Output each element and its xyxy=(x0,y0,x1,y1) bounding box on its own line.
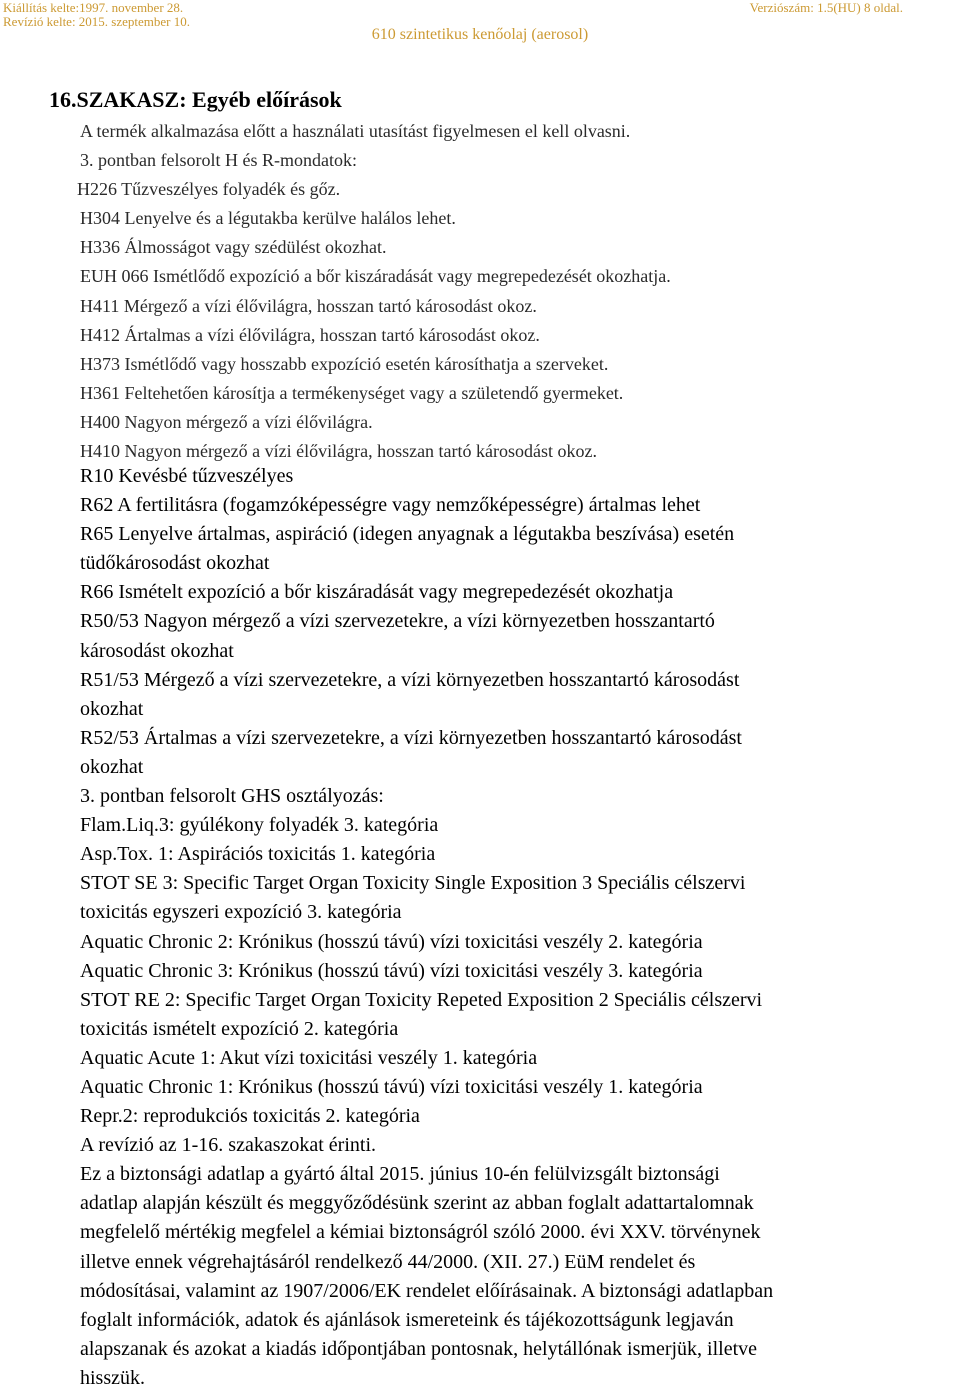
version-info: Verziószám: 1.5(HU) 8 oldal. xyxy=(749,0,903,15)
text-line: STOT RE 2: Specific Target Organ Toxicity Repeted Exposition 2 Speciális célszervi xyxy=(80,988,763,1011)
statement-line: H411 Mérgező a vízi élővilágra, hosszan tartó károsodást okoz. xyxy=(80,295,537,316)
text-line: toxicitás egyszeri expozíció 3. kategória xyxy=(80,901,402,924)
text-line: módosításai, valamint az 1907/2006/EK rendelet előírásainak. A biztonsági adatlapban xyxy=(80,1279,774,1302)
statement-line: H373 Ismétlődő vagy hosszabb expozíció esetén károsíthatja a szerveket. xyxy=(80,353,609,374)
text-line: R50/53 Nagyon mérgező a vízi szervezetekre, a vízi környezetben hosszantartó xyxy=(80,610,715,633)
text-line: 3. pontban felsorolt GHS osztályozás: xyxy=(80,785,384,808)
text-line: Flam.Liq.3: gyúlékony folyadék 3. kategória xyxy=(80,814,439,837)
text-line: Aquatic Chronic 3: Krónikus (hosszú távú) vízi toxicitási veszély 3. kategória xyxy=(80,959,703,982)
text-line: Repr.2: reprodukciós toxicitás 2. kategória xyxy=(80,1105,420,1128)
text-line: Aquatic Acute 1: Akut vízi toxicitási veszély 1. kategória xyxy=(80,1046,538,1069)
product-name: 610 szintetikus kenőolaj (aerosol) xyxy=(371,26,589,43)
main-text xyxy=(80,462,955,1393)
statement-line: H410 Nagyon mérgező a vízi élővilágra, hosszan tartó károsodást okoz. xyxy=(80,441,598,462)
text-line: R10 Kevésbé tűzveszélyes xyxy=(80,465,294,487)
statement-line: H304 Lenyelve és a légutakba kerülve halálos lehet. xyxy=(80,208,456,229)
text-line: R62 A fertilitásra (fogamzóképességre vagy nemzőképességre) ártalmas lehet xyxy=(80,494,701,517)
text-line: okozhat xyxy=(80,697,144,720)
statement-line: H400 Nagyon mérgező a vízi élővilágra. xyxy=(80,411,373,432)
text-line: károsodást okozhat xyxy=(80,639,234,662)
text-line: foglalt információk, adatok és ajánlások ismereteink és tájékozottságunk legjaván xyxy=(80,1308,734,1331)
text-line: A revízió az 1-16. szakaszokat érinti. xyxy=(80,1134,376,1157)
statement-line: H412 Ártalmas a vízi élővilágra, hosszan tartó károsodást okoz. xyxy=(80,324,540,345)
text-line: okozhat xyxy=(80,755,144,778)
text-line: R51/53 Mérgező a vízi szervezetekre, a vízi környezetben hosszantartó károsodást xyxy=(80,668,740,691)
text-line: R66 Ismételt expozíció a bőr kiszáradását vagy megrepedezését okozhatja xyxy=(80,581,674,604)
text-line: illetve ennek végrehajtásáról rendelkező 44/2000. (XII. 27.) EüM rendelet és xyxy=(80,1250,696,1273)
text-line: toxicitás ismételt expozíció 2. kategória xyxy=(80,1017,399,1040)
issue-date: Kiállítás kelte:1997. november 28. xyxy=(3,0,184,15)
text-line: Aquatic Chronic 2: Krónikus (hosszú távú) vízi toxicitási veszély 2. kategória xyxy=(80,930,703,953)
text-line: Asp.Tox. 1: Aspirációs toxicitás 1. kategória xyxy=(80,843,436,866)
text-line: tüdőkárosodást okozhat xyxy=(80,552,270,575)
text-line: Ez a biztonsági adatlap a gyártó által 2015. június 10-én felülvizsgált biztonsági xyxy=(80,1163,720,1186)
text-line: hisszük. xyxy=(80,1366,145,1389)
statement-line: H336 Álmosságot vagy szédülést okozhat. xyxy=(80,237,387,258)
text-line: adatlap alapján készült és meggyőződésünk szerint az abban foglalt adattartalomnak xyxy=(80,1192,754,1215)
statement-line: A termék alkalmazása előtt a használati utasítást figyelmesen el kell olvasni. xyxy=(80,121,631,141)
statement-line: H226 Tűzveszélyes folyadék és gőz. xyxy=(77,179,341,200)
text-line: Aquatic Chronic 1: Krónikus (hosszú távú) vízi toxicitási veszély 1. kategória xyxy=(80,1075,703,1098)
text-line: R65 Lenyelve ártalmas, aspiráció (idegen anyagnak a légutakba beszívása) esetén xyxy=(80,523,735,546)
text-line: alapszanak és azokat a kiadás időpontjában pontosnak, helytállónak ismerjük, illetve xyxy=(80,1337,758,1360)
statement-line: 3. pontban felsorolt H és R-mondatok: xyxy=(80,150,357,171)
text-line: megfelelő mértékig megfelel a kémiai biztonságról szóló 2000. évi XXV. törvénynek xyxy=(80,1221,761,1244)
text-line: R52/53 Ártalmas a vízi szervezetekre, a vízi környezetben hosszantartó károsodást xyxy=(80,726,742,749)
revision-date: Revízió kelte: 2015. szeptember 10. xyxy=(3,14,191,29)
hazard-statements xyxy=(77,117,940,466)
text-line: STOT SE 3: Specific Target Organ Toxicity Single Exposition 3 Speciális célszervi xyxy=(80,872,746,895)
statement-line: H361 Feltehetően károsítja a termékenységet vagy a születendő gyermeket. xyxy=(80,382,624,403)
section-title: 16.SZAKASZ: Egyéb előírások xyxy=(49,87,342,112)
statement-line: EUH 066 Ismétlődő expozíció a bőr kiszáradását vagy megrepedezését okozhatja. xyxy=(80,266,671,287)
